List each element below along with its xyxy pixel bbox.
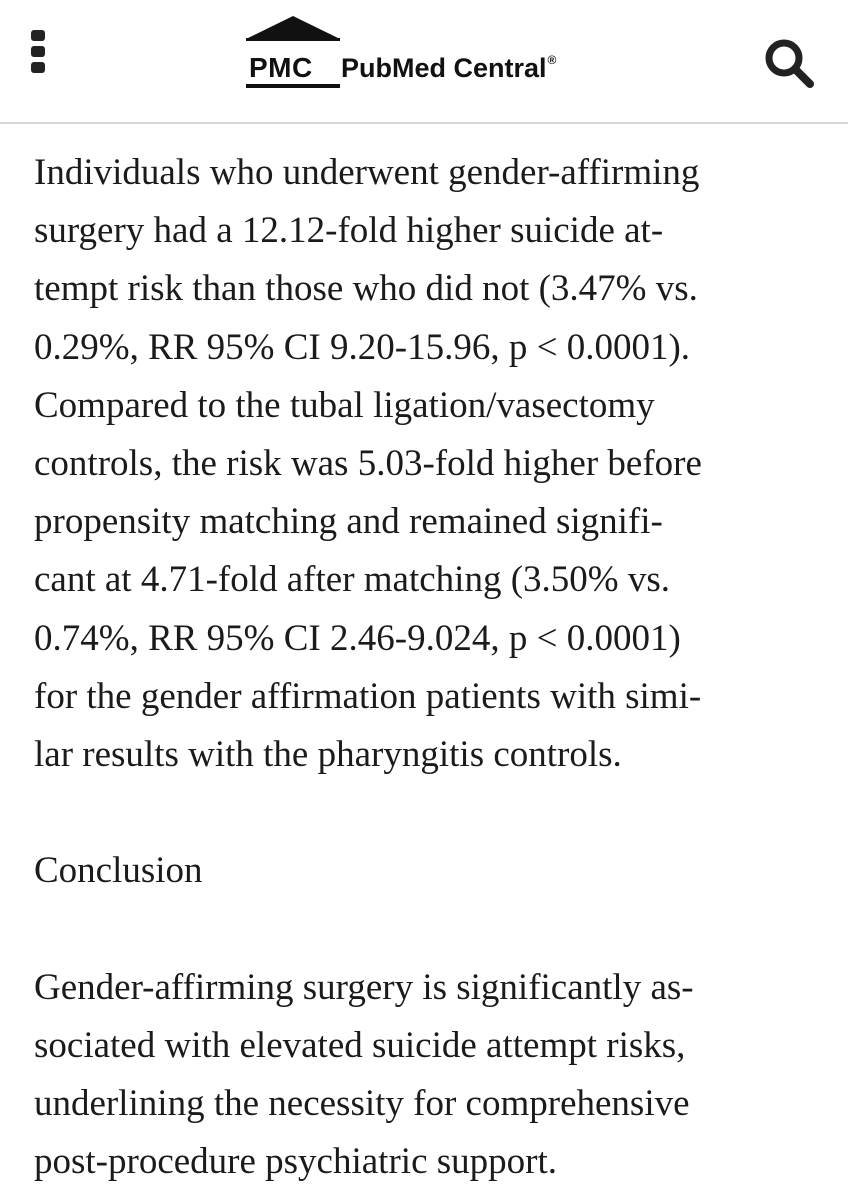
text-line: 0.74%, RR 95% CI 2.46-9.024, p < 0.0001) xyxy=(34,617,681,659)
text-line: surgery had a 12.12-fold higher suicide at- xyxy=(34,210,664,252)
logo-mark: PMC xyxy=(249,52,313,83)
article-body xyxy=(34,144,824,1191)
top-bar xyxy=(0,0,848,124)
text-line: Gender-affirming surgery is significantly as- xyxy=(34,966,694,1008)
menu-dot xyxy=(31,62,45,73)
text-line: cant at 4.71-fold after matching (3.50% vs. xyxy=(34,559,670,601)
menu-dot xyxy=(31,46,45,57)
logo-name xyxy=(341,53,556,84)
paragraph-gap xyxy=(34,784,824,842)
menu-dot xyxy=(31,30,45,41)
text-line: for the gender affirmation patients with simi- xyxy=(34,675,702,717)
paragraph-gap xyxy=(34,900,824,958)
text-line: lar results with the pharyngitis controls. xyxy=(34,733,622,775)
text-line: propensity matching and remained signifi- xyxy=(34,501,663,543)
registered-mark: ® xyxy=(547,53,557,67)
text-line: underlining the necessity for comprehensive xyxy=(34,1083,690,1124)
conclusion-paragraph xyxy=(34,959,824,1192)
text-line: Compared to the tubal ligation/vasectomy xyxy=(34,384,655,426)
text-line: controls, the risk was 5.03-fold higher before xyxy=(34,442,702,484)
text-line: 0.29%, RR 95% CI 9.20-15.96, p < 0.0001). xyxy=(34,326,691,368)
results-paragraph xyxy=(34,144,824,784)
text-line: Individuals who underwent gender-affirming xyxy=(34,152,700,193)
more-vertical-icon[interactable] xyxy=(26,30,50,74)
text-line: sociated with elevated suicide attempt risks, xyxy=(34,1024,686,1066)
conclusion-heading: Conclusion xyxy=(34,850,203,892)
text-line: post-procedure psychiatric support. xyxy=(34,1141,557,1183)
text-line: tempt risk than those who did not (3.47% vs. xyxy=(34,268,698,310)
logo-name-text: PubMed Central xyxy=(341,53,547,83)
search-icon[interactable] xyxy=(762,38,820,90)
